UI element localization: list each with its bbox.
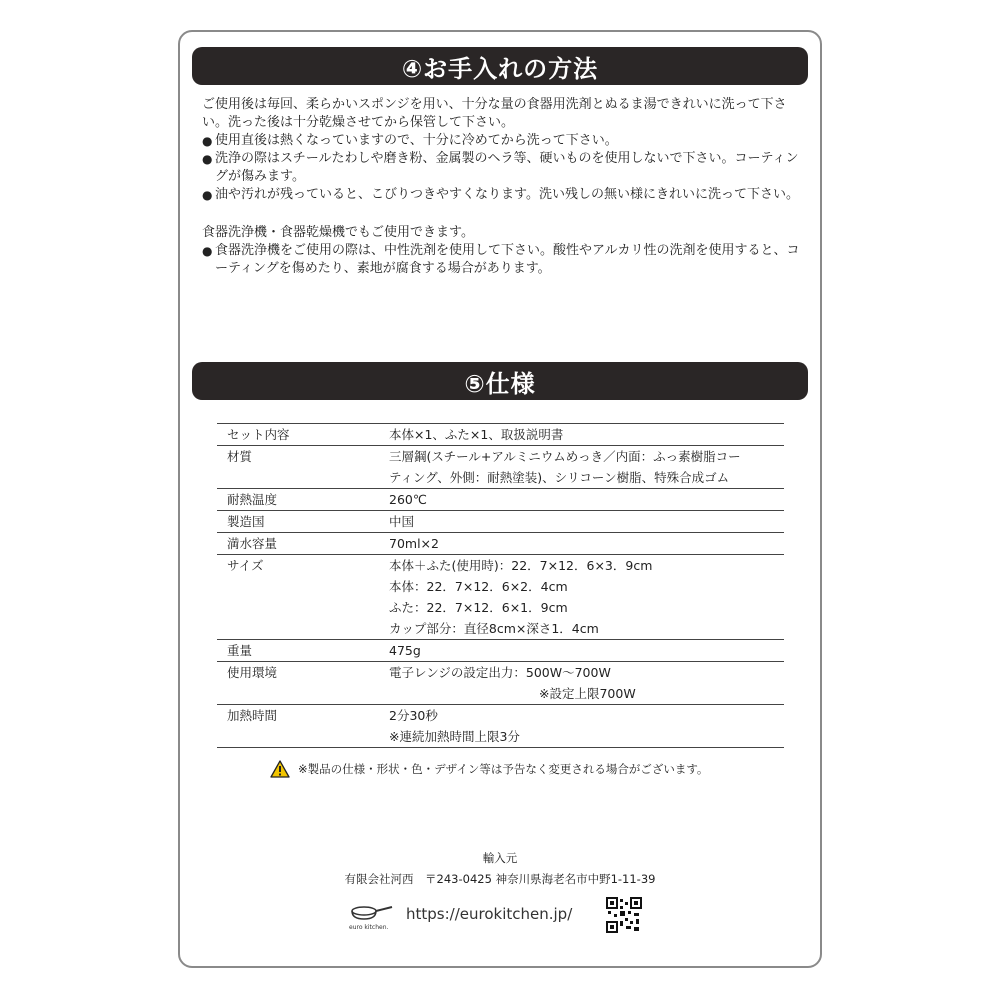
notice	[270, 760, 740, 778]
care-bullet-2: 洗浄の際はスチールたわしや磨き粉、金属製のヘラ等、硬いものを使用しないで下さい。コーティングが傷みます。	[215, 151, 799, 184]
spec-label: セット内容	[217, 424, 379, 446]
table-row	[217, 662, 784, 705]
care-bullet-1: 使用直後は熱くなっていますので、十分に冷めてから洗って下さい。	[215, 133, 618, 148]
table-row	[217, 640, 784, 662]
spec-label: 重量	[217, 640, 379, 662]
spec-label: 使用環境	[217, 662, 379, 705]
bullet: ●	[202, 188, 213, 202]
spec-value: 本体×1、ふた×1、取扱説明書	[379, 424, 784, 446]
website-link[interactable]: https://eurokitchen.jp/	[406, 905, 573, 923]
list-item	[202, 186, 802, 204]
spec-value: 2分30秒 ※連続加熱時間上限3分	[379, 705, 784, 748]
spec-label: 加熱時間	[217, 705, 379, 748]
svg-text:euro kitchen.: euro kitchen.	[349, 924, 389, 931]
footer	[348, 895, 658, 935]
table-row	[217, 424, 784, 446]
spec-label: 耐熱温度	[217, 489, 379, 511]
table-row	[217, 705, 784, 748]
list-item	[202, 150, 802, 186]
table-row	[217, 489, 784, 511]
table-row	[217, 446, 784, 489]
spec-section-title: ⑤仕様	[192, 362, 808, 400]
care-section	[202, 96, 802, 278]
warning-icon	[270, 760, 290, 778]
dishwasher-bullet: 食器洗浄機をご使用の際は、中性洗剤を使用して下さい。酸性やアルカリ性の洗剤を使用すると、コーティングを傷めたり、素地が腐食する場合があります。	[215, 243, 800, 276]
spec-value: 260℃	[379, 489, 784, 511]
care-intro: ご使用後は毎回、柔らかいスポンジを用い、十分な量の食器用洗剤とぬるま湯できれいに洗って下さい。洗った後は十分乾燥させてから保管して下さい。	[202, 97, 787, 130]
spec-table	[217, 423, 784, 748]
spec-value: 電子レンジの設定出力：500W～700W ※設定上限700W	[379, 662, 784, 705]
table-row	[217, 555, 784, 640]
notice-text: ※製品の仕様・形状・色・デザイン等は予告なく変更される場合がございます。	[298, 762, 709, 776]
dishwasher-note: 食器洗浄機・食器乾燥機でもご使用できます。	[202, 225, 474, 240]
care-bullet-3: 油や汚れが残っていると、こびりつきやすくなります。洗い残しの無い様にきれいに洗って下さい。	[215, 187, 799, 202]
table-row	[217, 533, 784, 555]
list-item	[202, 132, 802, 150]
spec-value: 本体＋ふた(使用時)：22．7×12．6×3．9cm 本体：22．7×12．6×2．4cm ふた：22．7×12．6×1．9cm カップ部分：直径8cm×深さ1．4cm	[379, 555, 784, 640]
care-section-title: ④お手入れの方法	[192, 47, 808, 85]
euro-kitchen-logo	[348, 897, 394, 931]
bullet: ●	[202, 244, 213, 258]
spec-value: 中国	[379, 511, 784, 533]
spec-value: 70ml×2	[379, 533, 784, 555]
spec-label: 材質	[217, 446, 379, 489]
list-item	[202, 242, 802, 278]
spec-label: 満水容量	[217, 533, 379, 555]
qr-code-icon	[606, 897, 642, 933]
bullet: ●	[202, 152, 213, 166]
spec-label: サイズ	[217, 555, 379, 640]
spec-value: 475g	[379, 640, 784, 662]
spec-value: 三層鋼(スチール+アルミニウムめっき／内面：ふっ素樹脂コー ティング、外側：耐熱塗装)、シリコーン樹脂、特殊合成ゴム	[379, 446, 784, 489]
table-row	[217, 511, 784, 533]
importer-label: 輸入元	[482, 851, 518, 865]
importer-address: 有限会社河西 〒243-0425 神奈川県海老名市中野1-11-39	[344, 872, 656, 886]
bullet: ●	[202, 134, 213, 148]
spec-label: 製造国	[217, 511, 379, 533]
